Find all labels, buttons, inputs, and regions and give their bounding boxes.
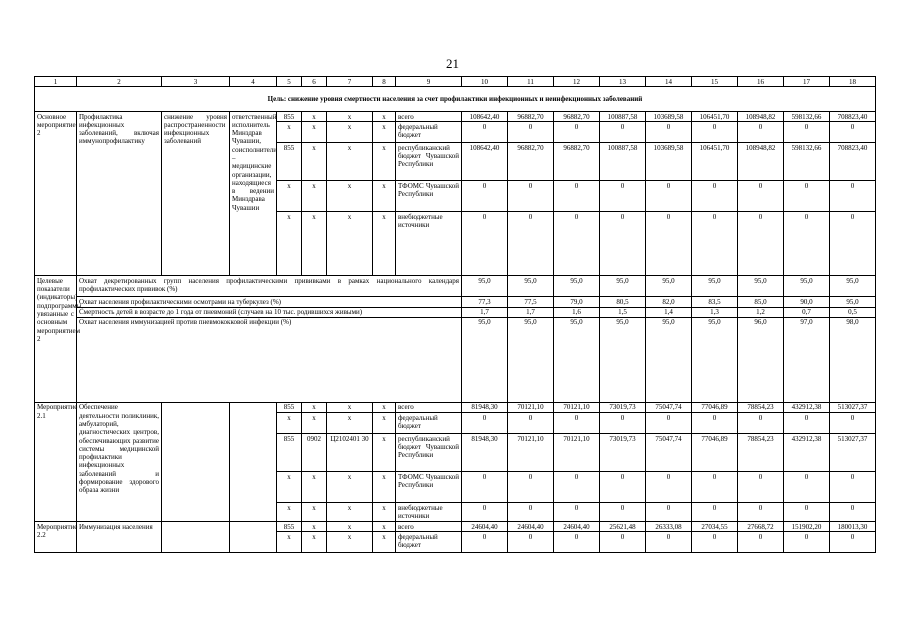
indicator-value: 97,0: [784, 317, 830, 402]
column-number: 3: [162, 77, 230, 87]
measure-name: Мероприятие 2.2: [35, 522, 77, 553]
expense-type-code: x: [373, 112, 396, 122]
header-row: [35, 77, 876, 87]
indicator-value: 1,5: [600, 307, 646, 317]
grbs-code: x: [277, 413, 302, 434]
column-number: 10: [462, 77, 508, 87]
amount-value: 0: [508, 122, 554, 143]
indicator-value: 90,0: [784, 297, 830, 307]
amount-value: 0: [784, 413, 830, 434]
amount-value: 0: [784, 472, 830, 503]
amount-value: 0: [646, 122, 692, 143]
amount-value: 151902,20: [784, 522, 830, 532]
column-number: 9: [396, 77, 462, 87]
amount-value: 513027,37: [830, 434, 876, 472]
amount-value: 0: [554, 181, 600, 212]
amount-value: 73019,73: [600, 434, 646, 472]
amount-value: 108642,40: [462, 143, 508, 181]
grbs-code: x: [277, 122, 302, 143]
indicator-value: 95,0: [600, 317, 646, 402]
amount-value: 0: [784, 212, 830, 276]
indicator-value: 95,0: [692, 276, 738, 297]
grbs-code: x: [277, 212, 302, 276]
measure-goal: [162, 522, 230, 553]
amount-value: 0: [646, 503, 692, 522]
amount-value: 0: [784, 122, 830, 143]
target-article-code: x: [327, 212, 373, 276]
funding-source: республиканский бюджет Чувашской Республики: [396, 434, 462, 472]
amount-value: 0: [646, 212, 692, 276]
measure-goal: снижение уровня распространенности инфекционных заболеваний: [162, 112, 230, 276]
amount-value: 24604,40: [508, 522, 554, 532]
amount-value: 0: [738, 181, 784, 212]
funding-source: федеральный бюджет: [396, 413, 462, 434]
indicator-value: 95,0: [508, 317, 554, 402]
amount-value: 70121,10: [554, 434, 600, 472]
amount-value: 0: [462, 503, 508, 522]
section-code: x: [302, 413, 327, 434]
amount-value: 0: [600, 472, 646, 503]
amount-value: 0: [554, 413, 600, 434]
amount-value: 0: [692, 532, 738, 553]
amount-value: 0: [830, 532, 876, 553]
funding-source: внебюджетные источники: [396, 503, 462, 522]
indicator-row: [35, 297, 876, 307]
section-code: x: [302, 112, 327, 122]
finance-row: [35, 402, 876, 412]
amount-value: 106451,70: [692, 143, 738, 181]
amount-value: 0: [554, 212, 600, 276]
amount-value: 96882,70: [554, 143, 600, 181]
section-code: x: [302, 212, 327, 276]
target-article-code: x: [327, 143, 373, 181]
amount-value: 0: [508, 181, 554, 212]
expense-type-code: x: [373, 402, 396, 412]
indicator-value: 1,7: [508, 307, 554, 317]
grbs-code: x: [277, 181, 302, 212]
indicator-value: 95,0: [830, 276, 876, 297]
indicator-row: [35, 276, 876, 297]
funding-source: республиканский бюджет Чувашской Республики: [396, 143, 462, 181]
section-code: x: [302, 181, 327, 212]
funding-source: всего: [396, 112, 462, 122]
amount-value: 25621,48: [600, 522, 646, 532]
amount-value: 106451,70: [692, 112, 738, 122]
indicator-value: 1,2: [738, 307, 784, 317]
amount-value: 0: [600, 413, 646, 434]
grbs-code: 855: [277, 112, 302, 122]
target-article-code: Ц2102401 30: [327, 434, 373, 472]
table-body: [35, 77, 876, 553]
amount-value: 0: [692, 503, 738, 522]
amount-value: 96882,70: [508, 112, 554, 122]
section-code: x: [302, 503, 327, 522]
target-article-code: x: [327, 532, 373, 553]
indicator-value: 95,0: [554, 276, 600, 297]
amount-value: 70121,10: [508, 434, 554, 472]
amount-value: 96882,70: [508, 143, 554, 181]
indicator-value: 0,7: [784, 307, 830, 317]
amount-value: 0: [462, 532, 508, 553]
target-article-code: x: [327, 413, 373, 434]
amount-value: 0: [462, 122, 508, 143]
finance-row: [35, 112, 876, 122]
amount-value: 0: [646, 472, 692, 503]
measure-title: Профилактика инфекционных заболеваний, включая иммунопрофилактику: [77, 112, 162, 276]
amount-value: 0: [600, 503, 646, 522]
column-number: 7: [327, 77, 373, 87]
target-article-code: x: [327, 522, 373, 532]
indicator-label: Охват населения профилактическими осмотрами на туберкулез (%): [77, 297, 462, 307]
funding-source: всего: [396, 402, 462, 412]
grbs-code: x: [277, 472, 302, 503]
target-article-code: x: [327, 503, 373, 522]
target-article-code: x: [327, 402, 373, 412]
indicator-value: 95,0: [462, 276, 508, 297]
grbs-code: 855: [277, 434, 302, 472]
amount-value: 0: [508, 532, 554, 553]
amount-value: 0: [692, 181, 738, 212]
amount-value: 24604,40: [554, 522, 600, 532]
indicator-value: 0,5: [830, 307, 876, 317]
funding-source: ТФОМС Чувашской Республики: [396, 181, 462, 212]
amount-value: 0: [600, 122, 646, 143]
amount-value: 0: [508, 503, 554, 522]
amount-value: 0: [830, 413, 876, 434]
amount-value: 108948,82: [738, 143, 784, 181]
amount-value: 0: [738, 122, 784, 143]
target-article-code: x: [327, 112, 373, 122]
indicator-value: 79,0: [554, 297, 600, 307]
indicator-value: 77,5: [508, 297, 554, 307]
amount-value: 708823,40: [830, 112, 876, 122]
target-article-code: x: [327, 181, 373, 212]
column-number: 14: [646, 77, 692, 87]
indicator-value: 80,5: [600, 297, 646, 307]
amount-value: 77046,89: [692, 402, 738, 412]
amount-value: 0: [738, 503, 784, 522]
column-number: 4: [230, 77, 277, 87]
amount-value: 96882,70: [554, 112, 600, 122]
amount-value: 0: [692, 413, 738, 434]
indicator-value: 95,0: [830, 297, 876, 307]
amount-value: 0: [646, 181, 692, 212]
amount-value: 108948,82: [738, 112, 784, 122]
column-number: 17: [784, 77, 830, 87]
section-code: 0902: [302, 434, 327, 472]
measure-executor: [230, 402, 277, 521]
finance-row: [35, 522, 876, 532]
section-code: x: [302, 143, 327, 181]
column-number: 12: [554, 77, 600, 87]
goal-row: [35, 87, 876, 112]
section-code: x: [302, 522, 327, 532]
expense-type-code: x: [373, 434, 396, 472]
amount-value: 0: [508, 472, 554, 503]
grbs-code: x: [277, 503, 302, 522]
amount-value: 73019,73: [600, 402, 646, 412]
funding-source: федеральный бюджет: [396, 122, 462, 143]
amount-value: 0: [738, 532, 784, 553]
funding-source: внебюджетные источники: [396, 212, 462, 276]
page-number: 21: [446, 56, 459, 71]
indicator-value: 77,3: [462, 297, 508, 307]
funding-source: всего: [396, 522, 462, 532]
column-number: 8: [373, 77, 396, 87]
amount-value: 0: [738, 413, 784, 434]
indicator-value: 95,0: [462, 317, 508, 402]
expense-type-code: x: [373, 413, 396, 434]
amount-value: 100887,58: [600, 112, 646, 122]
column-number: 18: [830, 77, 876, 87]
column-number: 5: [277, 77, 302, 87]
indicator-value: 95,0: [738, 276, 784, 297]
section-code: x: [302, 402, 327, 412]
amount-value: 432912,38: [784, 434, 830, 472]
amount-value: 27668,72: [738, 522, 784, 532]
amount-value: 0: [462, 181, 508, 212]
grbs-code: x: [277, 532, 302, 553]
measure-name: Основное мероприятие 2: [35, 112, 77, 276]
expense-type-code: x: [373, 472, 396, 503]
measure-goal: [162, 402, 230, 521]
indicator-value: 85,0: [738, 297, 784, 307]
amount-value: 24604,40: [462, 522, 508, 532]
indicator-value: 95,0: [554, 317, 600, 402]
column-number: 15: [692, 77, 738, 87]
amount-value: 0: [830, 212, 876, 276]
amount-value: 100887,58: [600, 143, 646, 181]
amount-value: 0: [830, 122, 876, 143]
section-code: x: [302, 122, 327, 143]
indicator-value: 1,7: [462, 307, 508, 317]
section-code: x: [302, 532, 327, 553]
measure-title: Иммунизация населения: [77, 522, 162, 553]
amount-value: 0: [554, 122, 600, 143]
indicator-value: 98,0: [830, 317, 876, 402]
amount-value: 598132,66: [784, 112, 830, 122]
expense-type-code: x: [373, 212, 396, 276]
indicator-row: [35, 307, 876, 317]
indicator-value: 95,0: [646, 317, 692, 402]
indicator-value: 96,0: [738, 317, 784, 402]
amount-value: 180013,30: [830, 522, 876, 532]
column-number: 13: [600, 77, 646, 87]
measure-executor: [230, 522, 277, 553]
amount-value: 0: [692, 472, 738, 503]
indicator-row: [35, 317, 876, 402]
program-table: [34, 76, 876, 553]
amount-value: 0: [830, 503, 876, 522]
column-number: 6: [302, 77, 327, 87]
indicators-heading: Целевые показатели (индикаторы) подпрограммы, увязанные с основным мероприятием 2: [35, 276, 77, 403]
funding-source: федеральный бюджет: [396, 532, 462, 553]
amount-value: 513027,37: [830, 402, 876, 412]
expense-type-code: x: [373, 181, 396, 212]
grbs-code: 855: [277, 402, 302, 412]
amount-value: 0: [646, 532, 692, 553]
measure-executor: ответственный исполнитель Минздрав Чувашии, соисполнители – медицинские организации, находящиеся в ведении Минздрава Чувашии: [230, 112, 277, 276]
amount-value: 0: [600, 532, 646, 553]
amount-value: 75047,74: [646, 434, 692, 472]
amount-value: 0: [508, 212, 554, 276]
indicator-value: 1,3: [692, 307, 738, 317]
indicator-value: 1,6: [554, 307, 600, 317]
indicator-value: 1,4: [646, 307, 692, 317]
amount-value: 0: [508, 413, 554, 434]
goal-text: Цель: снижение уровня смертности населения за счет профилактики инфекционных и неинфекционных заболеваний: [35, 87, 876, 112]
indicator-value: 83,5: [692, 297, 738, 307]
amount-value: 0: [692, 122, 738, 143]
measure-title: Обеспечение деятельности поликлиник, амбулаторий, диагностических центров, обеспечивающих развитие системы медицинской профилактики инфекционных заболеваний и формирование здорового образа жизни: [77, 402, 162, 521]
amount-value: 0: [554, 503, 600, 522]
funding-source: ТФОМС Чувашской Республики: [396, 472, 462, 503]
indicator-value: 95,0: [692, 317, 738, 402]
column-number: 1: [35, 77, 77, 87]
amount-value: 103689,58: [646, 143, 692, 181]
target-article-code: x: [327, 472, 373, 503]
amount-value: 0: [462, 472, 508, 503]
amount-value: 27034,55: [692, 522, 738, 532]
amount-value: 598132,66: [784, 143, 830, 181]
amount-value: 0: [692, 212, 738, 276]
amount-value: 0: [600, 181, 646, 212]
amount-value: 0: [830, 181, 876, 212]
amount-value: 0: [784, 181, 830, 212]
section-code: x: [302, 472, 327, 503]
indicator-value: 95,0: [646, 276, 692, 297]
indicator-label: Охват населения иммунизацией против пневмококковой инфекции (%): [77, 317, 462, 402]
indicator-value: 95,0: [508, 276, 554, 297]
amount-value: 75047,74: [646, 402, 692, 412]
grbs-code: 855: [277, 522, 302, 532]
amount-value: 0: [830, 472, 876, 503]
amount-value: 432912,38: [784, 402, 830, 412]
expense-type-code: x: [373, 532, 396, 553]
column-number: 16: [738, 77, 784, 87]
grbs-code: 855: [277, 143, 302, 181]
target-article-code: x: [327, 122, 373, 143]
amount-value: 0: [462, 413, 508, 434]
amount-value: 0: [784, 532, 830, 553]
amount-value: 81948,30: [462, 402, 508, 412]
column-number: 2: [77, 77, 162, 87]
amount-value: 0: [462, 212, 508, 276]
amount-value: 78854,23: [738, 402, 784, 412]
amount-value: 103689,58: [646, 112, 692, 122]
amount-value: 78854,23: [738, 434, 784, 472]
amount-value: 26333,08: [646, 522, 692, 532]
expense-type-code: x: [373, 522, 396, 532]
amount-value: 77046,89: [692, 434, 738, 472]
amount-value: 0: [554, 532, 600, 553]
amount-value: 70121,10: [554, 402, 600, 412]
amount-value: 0: [600, 212, 646, 276]
expense-type-code: x: [373, 503, 396, 522]
amount-value: 108642,40: [462, 112, 508, 122]
amount-value: 81948,30: [462, 434, 508, 472]
amount-value: 708823,40: [830, 143, 876, 181]
indicator-value: 82,0: [646, 297, 692, 307]
indicator-label: Охват декретированных групп населения профилактическими прививками в рамках национального календаря профилактических прививок (%): [77, 276, 462, 297]
indicator-value: 95,0: [600, 276, 646, 297]
amount-value: 70121,10: [508, 402, 554, 412]
amount-value: 0: [646, 413, 692, 434]
expense-type-code: x: [373, 122, 396, 143]
amount-value: 0: [738, 472, 784, 503]
amount-value: 0: [554, 472, 600, 503]
expense-type-code: x: [373, 143, 396, 181]
measure-name: Мероприятие 2.1: [35, 402, 77, 521]
column-number: 11: [508, 77, 554, 87]
indicator-label: Смертность детей в возрасте до 1 года от пневмоний (случаев на 10 тыс. родившихся живыми): [77, 307, 462, 317]
indicator-value: 95,0: [784, 276, 830, 297]
amount-value: 0: [738, 212, 784, 276]
amount-value: 0: [784, 503, 830, 522]
